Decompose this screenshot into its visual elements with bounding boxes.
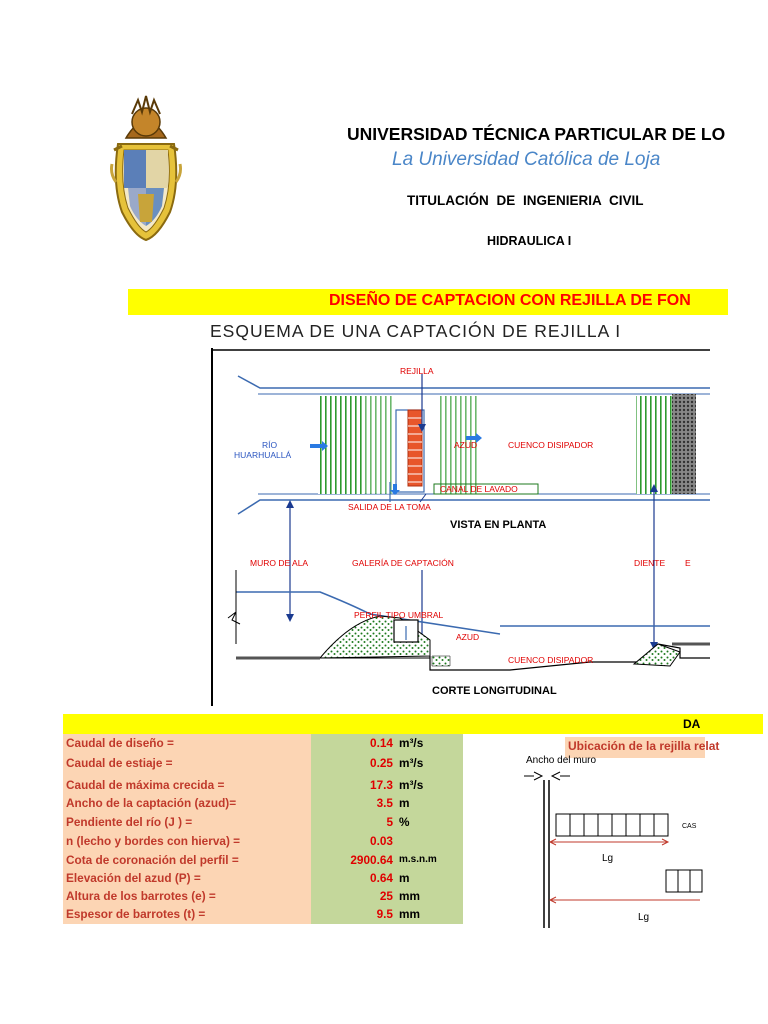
row-unit: m xyxy=(399,796,410,810)
label-canal: CANAL DE LAVADO xyxy=(440,484,518,494)
row-label: Caudal de diseño = xyxy=(66,736,174,750)
label-diente-tail: E xyxy=(685,558,691,568)
label-cuenco-section: CUENCO DISIPADOR xyxy=(508,655,594,665)
table-row xyxy=(63,813,463,832)
grate-bars-top xyxy=(556,814,668,836)
label-cuenco: CUENCO DISIPADOR xyxy=(508,440,594,450)
row-value: 3.5 xyxy=(376,796,393,810)
row-unit: m³/s xyxy=(399,756,424,770)
row-unit: m.s.n.m xyxy=(399,854,437,865)
grate-location-label: Ubicación de la rejilla relat xyxy=(568,739,720,753)
table-row xyxy=(63,734,463,753)
label-rio: RÍO xyxy=(262,440,278,450)
row-label: Espesor de barrotes (t) = xyxy=(66,907,206,921)
university-seal-logo xyxy=(108,94,184,242)
row-label: Caudal de estiaje = xyxy=(66,756,173,770)
row-value: 0.03 xyxy=(370,834,393,848)
row-value: 2900.64 xyxy=(350,853,393,867)
label-rejilla: REJILLA xyxy=(400,366,434,376)
label-salida: SALIDA DE LA TOMA xyxy=(348,502,431,512)
schema-title: ESQUEMA DE UNA CAPTACIÓN DE REJILLA I xyxy=(210,321,622,341)
row-label: Ancho de la captación (azud)= xyxy=(66,796,237,810)
row-label: n (lecho y bordes con hierva) = xyxy=(66,834,241,848)
label-vista: VISTA EN PLANTA xyxy=(450,519,547,531)
table-row xyxy=(63,887,463,905)
grate-location-sketch xyxy=(520,766,700,928)
label-perfil: PERFIL TIPO UMBRAL xyxy=(354,610,444,620)
career-title: TITULACIÓN DE INGENIERIA CIVIL xyxy=(407,193,644,208)
grate-rejilla xyxy=(408,410,422,486)
data-band-label: DA xyxy=(683,717,701,731)
row-value: 5 xyxy=(386,815,393,829)
lg-label-top: Lg xyxy=(602,853,614,864)
table-row xyxy=(63,832,463,850)
table-row xyxy=(63,774,463,794)
table-row xyxy=(63,850,463,869)
row-value: 0.14 xyxy=(370,736,393,750)
row-value: 9.5 xyxy=(376,907,393,921)
label-corte: CORTE LONGITUDINAL xyxy=(432,685,557,697)
dental-block xyxy=(672,394,696,494)
table-row xyxy=(63,753,463,774)
downstream-stripes xyxy=(636,396,672,494)
row-unit: m xyxy=(399,871,410,885)
row-label: Pendiente del río (J ) = xyxy=(66,815,193,829)
row-label: Cota de coronación del perfil = xyxy=(66,853,239,867)
row-unit: mm xyxy=(399,907,420,921)
wall-width-label: Ancho del muro xyxy=(526,755,597,766)
label-diente: DIENTE xyxy=(634,558,666,568)
row-unit: mm xyxy=(399,889,420,903)
label-muro: MURO DE ALA xyxy=(250,558,309,568)
row-label: Elevación del azud (P) = xyxy=(66,871,201,885)
label-galeria: GALERÍA DE CAPTACIÓN xyxy=(352,558,454,568)
row-value: 17.3 xyxy=(370,778,393,792)
design-title: DISEÑO DE CAPTACION CON REJILLA DE FON xyxy=(329,292,691,309)
row-value: 25 xyxy=(379,889,393,903)
cas-label: CAS xyxy=(682,823,697,830)
table-row xyxy=(63,869,463,887)
row-unit: m³/s xyxy=(399,778,424,792)
table-row xyxy=(63,794,463,813)
row-label: Altura de los barrotes (e) = xyxy=(66,889,216,903)
row-label: Caudal de máxima crecida = xyxy=(66,778,225,792)
lg-label-bottom: Lg xyxy=(638,912,650,923)
grate-bars-bottom xyxy=(666,870,702,892)
label-rio-name: HUARHUALLÁ xyxy=(234,450,292,460)
university-tagline: La Universidad Católica de Loja xyxy=(392,149,661,170)
table-row xyxy=(63,905,463,924)
course-title: HIDRAULICA I xyxy=(487,234,572,248)
data-band xyxy=(63,714,763,734)
intake-diagram xyxy=(210,344,710,708)
row-unit: % xyxy=(399,815,410,829)
row-unit: m³/s xyxy=(399,736,424,750)
row-value: 0.25 xyxy=(370,756,393,770)
row-value: 0.64 xyxy=(370,871,393,885)
label-azud-section: AZUD xyxy=(456,632,480,642)
label-azud: AZUD xyxy=(454,440,478,450)
university-name: UNIVERSIDAD TÉCNICA PARTICULAR DE LO xyxy=(347,124,726,144)
